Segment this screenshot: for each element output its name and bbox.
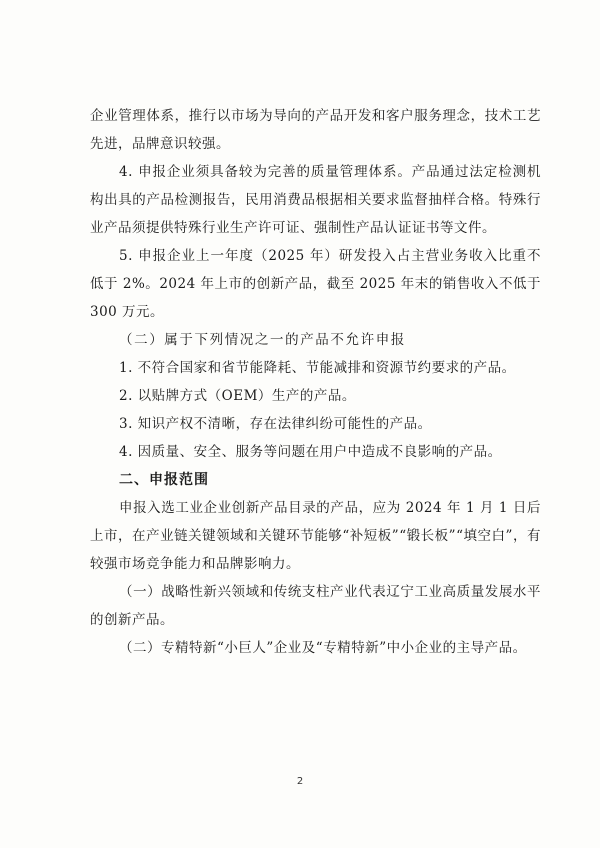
section-heading-scope: 二、申报范围 bbox=[119, 472, 209, 488]
paragraph-item-4-quality: 4. 申报企业须具备较为完善的质量管理体系。产品通过法定检测机构出具的产品检测报告，民用消费品根据相关要求监督抽样合格。特殊行业产品须提供特殊行业生产许可证、强制性产品认证证书等文件。 bbox=[90, 164, 541, 236]
list-item-2: 2. 以贴牌方式（OEM）生产的产品。 bbox=[119, 388, 356, 404]
document-body bbox=[90, 102, 541, 662]
subheading-not-allowed: （二）属于下列情况之一的产品不允许申报 bbox=[119, 332, 406, 348]
list-item-1: 1. 不符合国家和省节能降耗、节能减排和资源节约要求的产品。 bbox=[119, 360, 516, 376]
page-number: 2 bbox=[296, 776, 304, 787]
paragraph-scope-2: （二）专精特新“小巨人”企业及“专精特新”中小企业的主导产品。 bbox=[119, 640, 527, 656]
paragraph-scope: 申报入选工业企业创新产品目录的产品，应为 2024 年 1 月 1 日后上市，在产业链关键领域和关键环节能够“补短板”“锻长板”“填空白”，有较强市场竞争能力和品牌影响力。 bbox=[90, 500, 541, 572]
paragraph-scope-1: （一）战略性新兴领域和传统支柱产业代表辽宁工业高质量发展水平的创新产品。 bbox=[90, 584, 541, 628]
paragraph-continuation: 企业管理体系，推行以市场为导向的产品开发和客户服务理念，技术工艺先进，品牌意识较强。 bbox=[90, 108, 541, 152]
paragraph-item-5-rd: 5. 申报企业上一年度（2025 年）研发投入占主营业务收入比重不低于 2%。2024 年上市的创新产品，截至 2025 年末的销售收入不低于 300 万元。 bbox=[90, 248, 541, 320]
list-item-4: 4. 因质量、安全、服务等问题在用户中造成不良影响的产品。 bbox=[119, 444, 502, 460]
list-item-3: 3. 知识产权不清晰，存在法律纠纷可能性的产品。 bbox=[119, 416, 432, 432]
